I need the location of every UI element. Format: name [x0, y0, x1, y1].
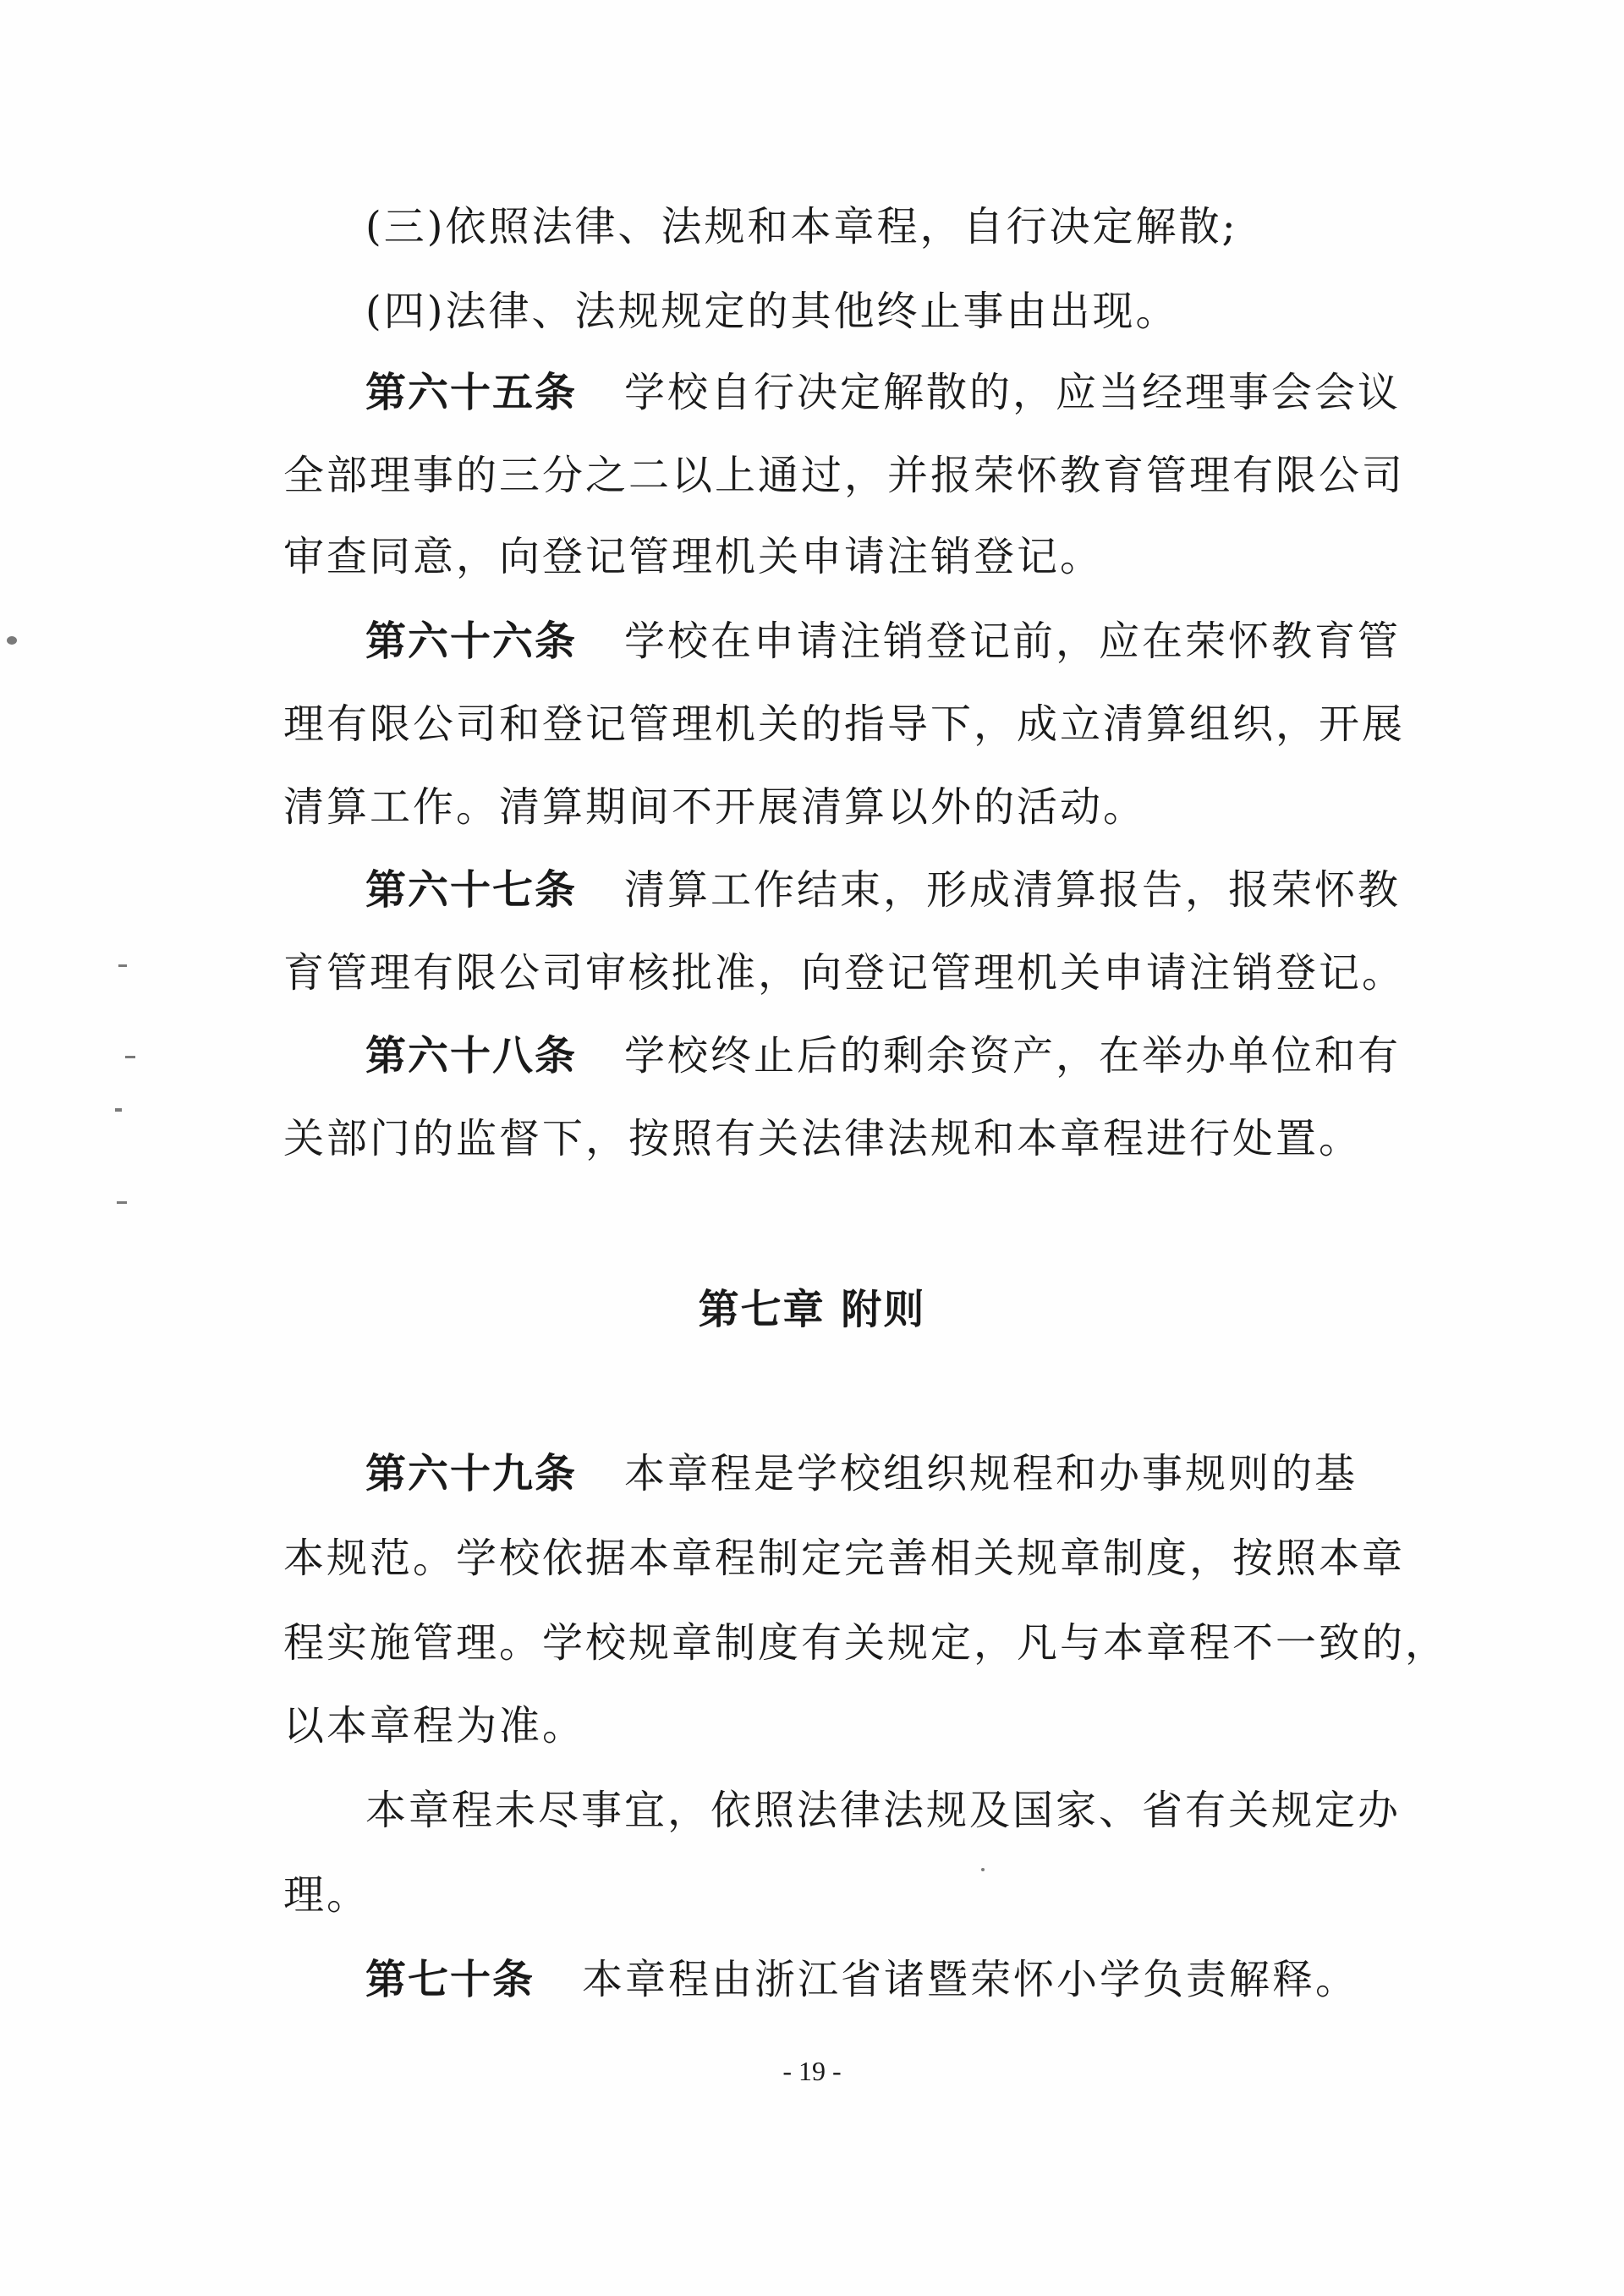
article-text: 学校自行决定解散的，应当经理事会会议	[624, 369, 1402, 416]
chapter-title: 第七章 附则	[698, 1286, 926, 1333]
article-text: 本章程是学校组织规程和办事规则的基	[624, 1450, 1358, 1497]
article-67-line	[365, 865, 1401, 915]
article-text: 清算工作结束，形成清算报告，报荣怀教	[624, 866, 1402, 914]
scan-mark	[117, 1201, 127, 1204]
article-label: 第六十八条	[365, 1032, 578, 1079]
text-line: 以本章程为准。	[283, 1702, 586, 1749]
scan-mark	[115, 1108, 122, 1112]
article-70-line	[365, 1954, 1358, 2005]
text-line: (三)依照法律、法规和本章程，自行决定解散;	[365, 203, 1238, 250]
article-label: 第七十条	[365, 1956, 535, 2003]
scan-mark	[7, 636, 17, 645]
text-line: 育管理有限公司审核批准，向登记管理机关申请注销登记。	[283, 949, 1406, 997]
text-line: (四)法律、法规规定的其他终止事由出现。	[365, 288, 1179, 335]
article-65-line	[365, 367, 1401, 418]
article-66-line	[365, 616, 1401, 667]
text-line: 关部门的监督下，按照有关法律法规和本章程进行处置。	[283, 1115, 1363, 1162]
article-text: 学校终止后的剩余资产，在举办单位和有	[624, 1032, 1402, 1079]
text-line: 理。	[283, 1871, 370, 1919]
text-line: 全部理事的三分之二以上通过，并报荣怀教育管理有限公司	[283, 452, 1406, 499]
text-line: 清算工作。清算期间不开展清算以外的活动。	[283, 783, 1147, 831]
text-line: 理有限公司和登记管理机关的指导下，成立清算组织，开展	[283, 700, 1406, 748]
text-line: 审查同意，向登记管理机关申请注销登记。	[283, 533, 1104, 580]
text-line: 程实施管理。学校规章制度有关规定，凡与本章程不一致的，	[283, 1619, 1449, 1667]
text-line: 本章程未尽事宜，依照法律法规及国家、省有关规定办	[365, 1787, 1402, 1834]
article-text: 学校在申请注销登记前，应在荣怀教育管	[624, 618, 1402, 665]
scan-mark	[981, 1868, 985, 1871]
scan-mark	[125, 1056, 135, 1058]
article-68-line	[365, 1030, 1401, 1081]
page-number: - 19 -	[782, 2056, 842, 2086]
article-label: 第六十五条	[365, 369, 578, 416]
scan-mark	[118, 964, 127, 967]
article-label: 第六十七条	[365, 866, 578, 914]
article-label: 第六十六条	[365, 618, 578, 665]
article-69-line	[365, 1448, 1358, 1499]
article-text: 本章程由浙江省诸暨荣怀小学负责解释。	[582, 1956, 1359, 2003]
text-line: 本规范。学校依据本章程制定完善相关规章制度，按照本章	[283, 1535, 1406, 1582]
article-label: 第六十九条	[365, 1450, 578, 1497]
